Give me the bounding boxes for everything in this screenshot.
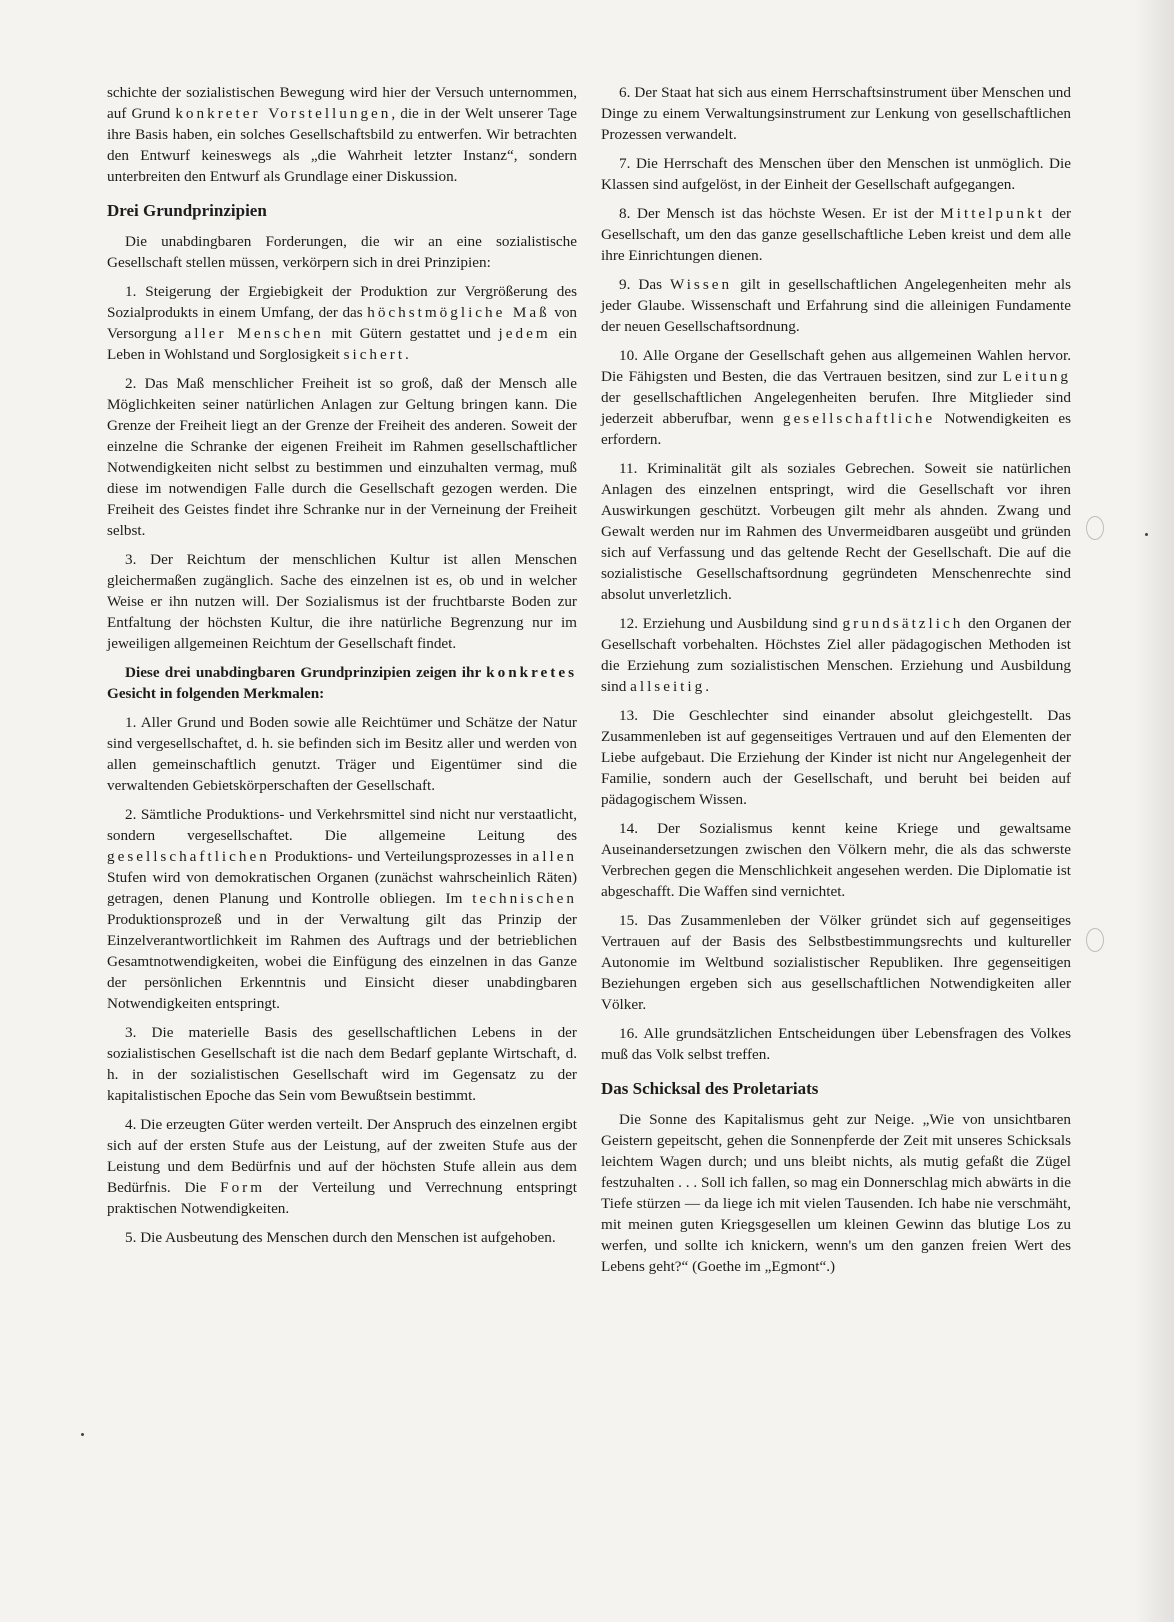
left-column	[107, 82, 577, 1256]
feature-8: 8. Der Mensch ist das höchste Wesen. Er ist der Mittelpunkt der Gesellschaft, um den das ganze gesellschaftliche Leben kreist und dem alle ihre Einrichtungen dienen.	[601, 205, 1072, 264]
feature-3: 3. Die materielle Basis des gesellschaftlichen Lebens in der sozialistischen Gesellschaft ist die nach dem Bedarf geplante Wirtschaft, d. h. in der sozialistischen Gesellschaft wird im Gegensatz zu der kapitalistischen Epoche das Sein vom Bewußtsein bestimmt.	[107, 1024, 577, 1104]
paragraph: Die unabdingbaren Forderungen, die wir an eine sozialistische Gesellschaft stellen müssen, verkörpern sich in drei Prinzipien:	[107, 233, 577, 271]
feature-11: 11. Kriminalität gilt als soziales Gebrechen. Soweit sie natürlichen Anlagen des einzelnen entspringt, wird die Gesellschaft vor ihren Auswirkungen geschützt. Vorbeugen gilt mehr als ahnden. Zwang und Gewalt werden nur im Rahmen des Unvermeidbaren ausgeübt und gründen sich auf Verfassung und das geltende Recht der Gesellschaft. Die auf die sozialistische Gesellschaftsordnung gegründeten Menschenrechte sind absolut unverletzlich.	[601, 460, 1071, 603]
principle-2: 2. Das Maß menschlicher Freiheit ist so groß, daß der Mensch alle Möglichkeiten seiner natürlichen Anlagen zur Geltung bringen kann. Die Grenze der Freiheit liegt an der Grenze der Freiheit des anderen. Soweit der einzelne die Schranke der eigenen Freiheit im Rahmen gesellschaftlicher Notwendigkeiten nicht selbst zu bestimmen und einzuhalten vermag, muß diese im notwendigen Falle durch die Gesellschaft gezogen werden. Die Freiheit des Geistes findet ihre Schranke nur in der Verneinung der Freiheit selbst.	[107, 375, 577, 539]
margin-mark	[1086, 928, 1104, 952]
principle-3: 3. Der Reichtum der menschlichen Kultur ist allen Menschen gleichermaßen zugänglich. Sache des einzelnen ist es, ob und in welcher Weise er ihn nutzen will. Der Sozialismus ist der fruchtbarste Boden zur Entfaltung der höchsten Kultur, die ihre natürliche Begrenzung nur im jeweiligen allgemeinen Reichtum der Gesellschaft findet.	[107, 551, 577, 652]
section-heading: Das Schicksal des Proletariats	[601, 1079, 819, 1098]
feature-2: 2. Sämtliche Produktions- und Verkehrsmittel sind nicht nur verstaatlicht, sondern vergesellschaftet. Die allgemeine Leitung des gesellschaftlichen Produktions- und Verteilungsprozesses in allen Stufen wird von demokratischen Organen (zunächst wahrscheinlich Räten) getragen, denen Planung und Kontrolle obliegen. Im technischen Produktionsprozeß und in der Verwaltung gilt das Prinzip der Einzelverantwortlichkeit im Rahmen des Auftrags und der betrieblichen Gesamtnotwendigkeiten, wobei die Einfügung des einzelnen in das Ganze der persönlichen Erkenntnis und Einsicht dieser unabdingbaren Notwendigkeiten entspringt.	[107, 806, 578, 1012]
feature-13: 13. Die Geschlechter sind einander absolut gleichgestellt. Das Zusammenleben ist auf gegenseitiges Vertrauen und auf den Elementen der Liebe aufgebaut. Die Erziehung der Kinder ist nicht nur Angelegenheit der Familie, sondern auch der Gesellschaft, und beruht bei beiden auf pädagogischem Wissen.	[601, 707, 1071, 808]
right-column	[601, 82, 1071, 1285]
principle-1: 1. Steigerung der Ergiebigkeit der Produktion zur Vergrößerung des Sozialprodukts in einem Umfang, der das höchstmögliche Maß von Versorgung aller Menschen mit Gütern gestattet und jedem ein Leben in Wohlstand und Sorglosigkeit sichert.	[107, 283, 578, 363]
speck	[81, 1433, 84, 1436]
feature-10: 10. Alle Organe der Gesellschaft gehen aus allgemeinen Wahlen hervor. Die Fähigsten und Besten, die das Vertrauen besitzen, sind zur Leitung der gesellschaftlichen Angelegenheiten berufen. Ihre Mitglieder sind jederzeit abberufbar, wenn gesellschaftliche Notwendigkeiten es erfordern.	[601, 347, 1071, 448]
page-edge-shadow	[1134, 0, 1174, 1622]
feature-5: 5. Die Ausbeutung des Menschen durch den Menschen ist aufgehoben.	[125, 1229, 556, 1246]
feature-7: 7. Die Herrschaft des Menschen über den Menschen ist unmöglich. Die Klassen sind aufgelöst, in der Einheit der Gesellschaft aufgegangen.	[601, 155, 1071, 193]
paragraph: Die Sonne des Kapitalismus geht zur Neige. „Wie von unsichtbaren Geistern gepeitscht, gehen die Sonnenpferde der Zeit mit unseres Schicksals leichtem Wagen durch; und uns bleibt nichts, als mutig gefaßt die Zügel festzuhalten . . . Soll ich fallen, so mag ein Donnerschlag mich abwärts in die Tiefe stürzen — da liege ich mit vielen Tausenden. Ich habe nie verschmäht, mit meinen guten Kriegsgesellen um kleinen Gewinn das blutige Los zu werfen, und sollte ich knickern, wenn's um den ganzen freien Wert des Lebens geht?“ (Goethe im „Egmont“.)	[601, 1111, 1071, 1275]
feature-6: 6. Der Staat hat sich aus einem Herrschaftsinstrument über Menschen und Dinge zu einem Verwaltungsinstrument zur Lenkung von gesellschaftlichen Prozessen verwandelt.	[601, 84, 1071, 143]
paragraph-bold: Diese drei unabdingbaren Grundprinzipien zeigen ihr konkretes Gesicht in folgenden Merkmalen:	[107, 664, 578, 702]
feature-9: 9. Das Wissen gilt in gesellschaftlichen Angelegenheiten mehr als jeder Glaube. Wissenschaft und Erfahrung sind die alleinigen Fundamente der neuen Gesellschaftsordnung.	[601, 276, 1071, 335]
feature-16: 16. Alle grundsätzlichen Entscheidungen über Lebensfragen des Volkes muß das Volk selbst treffen.	[601, 1025, 1071, 1063]
feature-15: 15. Das Zusammenleben der Völker gründet sich auf gegenseitiges Vertrauen auf der Basis des Selbstbestimmungsrechts und kultureller Autonomie im Weltbund sozialistischer Republiken. Ihre gegenseitigen Beziehungen ergeben sich aus gesellschaftlichen Notwendigkeiten aller Völker.	[601, 912, 1071, 1013]
feature-12: 12. Erziehung und Ausbildung sind grundsätzlich den Organen der Gesellschaft vorbehalten. Höchstes Ziel aller pädagogischen Methoden ist die Erziehung zum sozialistischen Menschen. Erziehung und Ausbildung sind allseitig.	[601, 615, 1072, 695]
paragraph: schichte der sozialistischen Bewegung wird hier der Versuch unternommen, auf Grund konkreter Vorstellungen, die in der Welt unserer Tage ihre Basis haben, ein solches Gesellschaftsbild zu entwerfen. Wir betrachten den Entwurf keineswegs als „die Wahrheit letzter Instanz“, sondern unterbreiten den Entwurf als Grundlage einer Diskussion.	[107, 84, 578, 185]
section-heading: Drei Grundprinzipien	[107, 201, 267, 220]
feature-4: 4. Die erzeugten Güter werden verteilt. Der Anspruch des einzelnen ergibt sich auf der ersten Stufe aus der Leistung, auf der zweiten Stufe aus der Leistung und dem Bedürfnis und auf der höchsten Stufe allein aus dem Bedürfnis. Die Form der Verteilung und Verrechnung entspringt praktischen Notwendigkeiten.	[107, 1116, 577, 1217]
margin-mark	[1086, 516, 1104, 540]
feature-14: 14. Der Sozialismus kennt keine Kriege und gewaltsame Auseinandersetzungen zwischen den Völkern mehr, die als das schwerste Verbrechen gegen die Menschlichkeit angesehen werden. Die Diplomatie ist abgeschafft. Die Waffen sind vernichtet.	[601, 820, 1071, 900]
feature-1: 1. Aller Grund und Boden sowie alle Reichtümer und Schätze der Natur sind vergesellschaftet, d. h. sie befinden sich im Besitz aller und werden von allen gemeinschaftlich genutzt. Träger und Eigentümer sind die verwaltenden Gebietskörperschaften der Gesellschaft.	[107, 714, 577, 794]
